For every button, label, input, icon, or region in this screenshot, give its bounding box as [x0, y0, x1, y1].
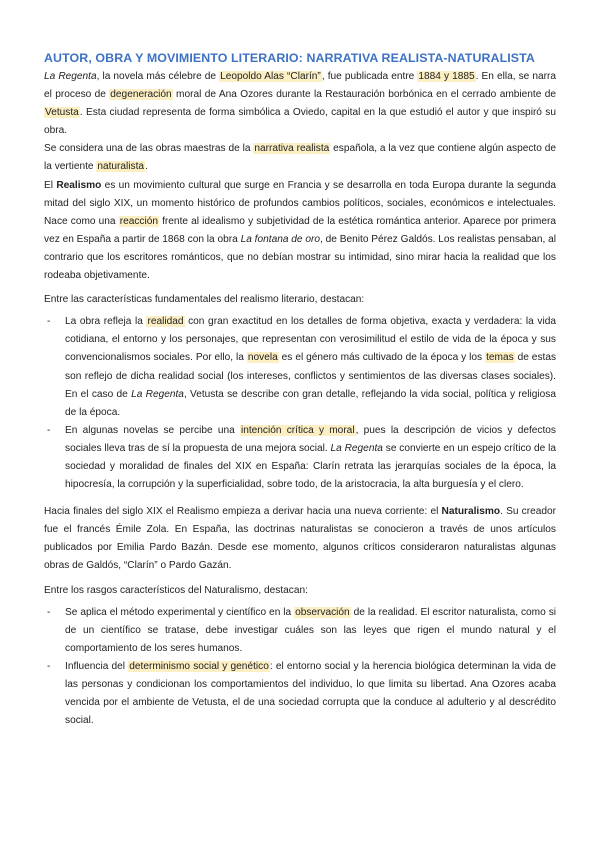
- dash-bullet: -: [47, 606, 51, 618]
- book-title: La fontana de oro: [240, 233, 321, 245]
- paragraph-intro: [44, 68, 556, 140]
- book-title: La Regenta: [330, 442, 383, 454]
- bold-realismo: Realismo: [56, 179, 102, 191]
- text: Hacia finales del siglo XIX el Realismo empieza a derivar hacia una nueva corriente: el: [44, 506, 442, 518]
- list-item: [44, 604, 556, 658]
- paragraph-obra-maestra: [44, 140, 556, 176]
- book-title: La Regenta: [131, 388, 184, 400]
- list-item: [44, 313, 556, 422]
- text: española, a la vez que contiene algún aspecto de la vertiente: [44, 143, 556, 173]
- text: se convierte en un espejo crítico de la sociedad y moralidad de finales del XIX en España: Clarín retrata las jerarquías sociales de la época, la hipocresía, la corrupción y la superficialidad, sobre todo, de la aristocracia, la alta burguesía y el clero.: [65, 442, 556, 491]
- highlight-intencion-critica: intención crítica y moral: [240, 424, 355, 436]
- list-item: [44, 658, 556, 730]
- text: , pues la descripción de vicios y defectos sociales lleva tras de sí la propuesta de una mejora social.: [65, 424, 556, 454]
- text: Se aplica el método experimental y científico en la: [65, 606, 295, 618]
- dash-bullet: -: [47, 660, 51, 672]
- text: con gran exactitud en los detalles de forma objetiva, exacta y verdadera: la vida cotidiana, el entorno y los personajes, que representan con verosimilitud el estilo de vida de la época y sus convencionalismos sociales. Por ello, la: [65, 316, 556, 364]
- text: : el entorno social y la herencia biológica determinan la vida de las personas y condicionan los comportamientos del individuo, lo que limita su libertad. Ana Ozores acaba vencida por el ambiente de Vetusta, el de una sociedad corrupta que la conduce al adulterio y al descrédito social.: [65, 660, 556, 727]
- text: Se considera una de las obras maestras de la: [44, 143, 254, 155]
- text: de la realidad. El escritor naturalista, como si de un científico se tratase, debe investigar cuáles son las leyes que rigen el mundo natural y el comportamiento de los seres humanos.: [65, 606, 557, 654]
- highlight-author: Leopoldo Alas “Clarín”: [220, 71, 321, 82]
- dash-bullet: -: [47, 424, 51, 436]
- highlight-temas: temas: [486, 352, 514, 364]
- highlight-degeneracion: degeneración: [110, 89, 172, 101]
- text: . Esta ciudad representa de forma simbólica a Oviedo, capital en la que estudió el autor y que inspiró su obra.: [44, 107, 556, 137]
- text: es el género más cultivado de la época y los: [278, 352, 486, 364]
- highlight-reaccion: reacción: [119, 215, 158, 227]
- text: , la novela más célebre de: [96, 71, 220, 82]
- text: frente al idealismo y subjetividad de la estética romántica anterior. Aparece por primera vez en España a partir de 1868 con la obra: [44, 215, 557, 245]
- highlight-naturalista: naturalista: [97, 161, 145, 173]
- paragraph-naturalismo: [44, 503, 556, 575]
- text: es un movimiento cultural que surge en Francia y se desarrolla en toda Europa durante la segunda mitad del siglo XIX, un momento histórico de profundos cambios políticos, sociales, económicos e intelectuales. Nace como una: [44, 179, 556, 227]
- text: , de Benito Pérez Galdós. Los realistas pensaban, al contrario que los escritores románticos, que no debían mostrar su intimidad, sino mirar hacia la realidad que los rodeaba objetivamente.: [44, 233, 556, 282]
- text: La obra refleja la: [65, 316, 147, 328]
- text: , fue publicada entre: [321, 71, 418, 82]
- spacer: [44, 494, 556, 503]
- list-item: [44, 422, 556, 494]
- text: . En ella, se narra el proceso de: [44, 71, 556, 101]
- list-naturalismo: [44, 604, 556, 731]
- highlight-narrativa-realista: narrativa realista: [254, 143, 330, 155]
- highlight-novela: novela: [247, 352, 278, 364]
- highlight-observacion: observación: [295, 606, 350, 618]
- dash-bullet: -: [47, 316, 51, 328]
- text: El: [44, 179, 57, 191]
- text: Influencia del: [65, 660, 129, 672]
- paragraph-rasgos-naturalismo: Entre los rasgos característicos del Naturalismo, destacan:: [44, 584, 308, 596]
- highlight-vetusta: Vetusta: [45, 107, 79, 119]
- text: .: [145, 161, 148, 173]
- page-title: AUTOR, OBRA Y MOVIMIENTO LITERARIO: NARRATIVA REALISTA-NATURALISTA: [44, 51, 535, 65]
- text: de estas son reflejo de dicha realidad social (los intereses, conflictos y sentimientos de las diversas clases sociales). En el caso de: [65, 352, 557, 400]
- text: . Su creador fue el francés Émile Zola. En España, las doctrinas naturalistas se conocieron a través de unos artículos publicados por Emilia Pardo Bazán. Desde ese momento, algunos críticos consideraron naturalistas algunas obras de Galdós, “Clarín” o Pardo Gazán.: [44, 506, 556, 572]
- book-title: La Regenta: [44, 71, 97, 82]
- list-realismo: [44, 313, 556, 494]
- highlight-dates: 1884 y 1885: [418, 71, 475, 82]
- paragraph-caracteristicas-realismo: Entre las características fundamentales del realismo literario, destacan:: [44, 294, 365, 306]
- highlight-realidad: realidad: [147, 316, 184, 328]
- text: , Vetusta se describe con gran detalle, reflejando la vida social, política y religiosa de la época.: [65, 388, 557, 418]
- bold-naturalismo: Naturalismo: [441, 506, 501, 518]
- paragraph-realismo: [44, 177, 556, 286]
- highlight-determinismo: determinismo social y genético: [129, 660, 269, 672]
- text: En algunas novelas se percibe una: [65, 424, 240, 436]
- text: moral de Ana Ozores durante la Restauración borbónica en el cerrado ambiente de: [172, 89, 556, 101]
